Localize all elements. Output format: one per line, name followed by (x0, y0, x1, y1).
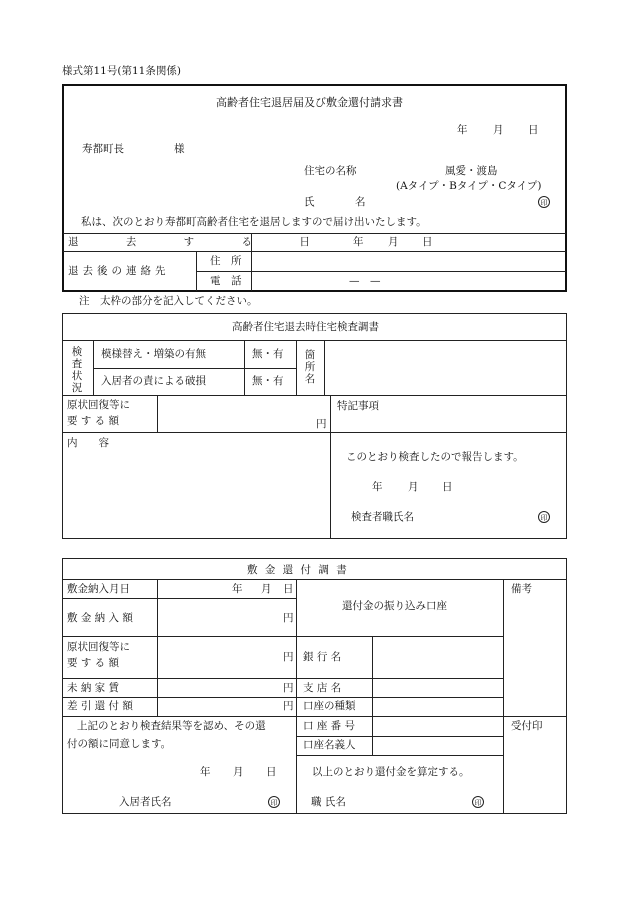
branch-label: 支 店 名 (303, 682, 342, 694)
housing-name-value: 風愛・渡島 (445, 165, 498, 177)
agreement-year: 年 (200, 766, 211, 778)
section2-frame (62, 313, 567, 539)
s3-line-a (62, 579, 567, 580)
account-type-label: 口座の種類 (303, 700, 356, 712)
account-holder-label: 口座名義人 (303, 739, 356, 751)
s2-yen: 円 (316, 418, 327, 430)
inspector-seal-icon: 印 (538, 511, 550, 523)
deposit-date-label: 敷金納入月日 (67, 583, 130, 595)
s3-restoration-label-1: 原状回復等に (67, 641, 130, 653)
addressee-honorific: 様 (174, 143, 185, 155)
s2-vline-c (296, 340, 297, 395)
inspection-item-1-choice: 無・有 (252, 348, 284, 360)
s2-vline-a (93, 340, 94, 395)
report-statement: このとおり検査したので報告します。 (346, 451, 524, 463)
s3-vline-b (296, 579, 297, 814)
unpaid-rent-yen: 円 (283, 682, 294, 694)
moveout-year: 年 (353, 236, 364, 248)
report-day: 日 (442, 481, 453, 493)
section2-title: 高齢者住宅退去時住宅検査調書 (232, 321, 379, 333)
s1-date-day: 日 (528, 124, 539, 136)
s1-line-a (63, 233, 566, 234)
special-notes-label: 特記事項 (337, 400, 379, 412)
agreement-day: 日 (266, 766, 277, 778)
s2-vline-f (330, 395, 331, 539)
inspection-item-2: 入居者の責による破損 (101, 375, 206, 387)
s3-line-h (296, 755, 503, 756)
location-label: 箇所名 (304, 349, 316, 385)
moveout-month: 月 (388, 236, 399, 248)
report-month: 月 (408, 481, 419, 493)
s3-line-c (62, 636, 503, 637)
s3-line-e (62, 697, 503, 698)
note: 注 太枠の部分を記入してください。 (79, 295, 258, 307)
moveout-day: 日 (422, 236, 433, 248)
inspection-item-2-choice: 無・有 (252, 375, 284, 387)
official-seal-icon: 印 (472, 796, 484, 808)
s2-vline-e (157, 395, 158, 432)
s2-line-b (93, 368, 296, 369)
name-label-2: 名 (355, 196, 366, 208)
s3-line-d (62, 678, 503, 679)
refund-amount-label: 差 引 還 付 額 (67, 700, 133, 712)
s2-vline-b (244, 340, 245, 395)
inspection-status-label: 検査状況 (71, 346, 83, 394)
moveout-label: 退 去 す る 日 (68, 236, 332, 248)
deposit-day: 日 (283, 583, 294, 595)
s3-vline-a (157, 579, 158, 716)
section1-title: 高齢者住宅退居届及び敷金還付請求書 (216, 96, 403, 109)
contents-label: 内 容 (67, 437, 109, 449)
resident-name-label: 入居者氏名 (119, 796, 172, 808)
section3-title: 敷 金 還 付 調 書 (247, 564, 349, 576)
deposit-year: 年 (232, 583, 243, 595)
official-name-label: 職 氏名 (311, 796, 346, 808)
form-number: 様式第11号(第11条関係) (62, 65, 181, 77)
s3-restoration-label-2: 要 す る 額 (67, 657, 120, 669)
receipt-seal-label: 受付印 (511, 720, 543, 732)
s2-line-a (62, 340, 567, 341)
s3-vline-d (503, 579, 504, 814)
s2-restoration-label-1: 原状回復等に (67, 399, 130, 411)
s2-line-c (62, 395, 567, 396)
s3-vline-c (372, 636, 373, 755)
agreement-text-2: 付の額に同意します。 (67, 738, 172, 750)
refund-amount-yen: 円 (283, 700, 294, 712)
inspector-label: 検査者職氏名 (351, 511, 414, 523)
statement: 私は、次のとおり寿都町高齢者住宅を退居しますので届け出いたします。 (81, 216, 427, 228)
applicant-seal-icon: 印 (538, 196, 550, 208)
s3-restoration-yen: 円 (283, 651, 294, 663)
s1-line-b (63, 251, 566, 252)
s1-date-month: 月 (493, 124, 504, 136)
inspection-item-1: 模様替え・増築の有無 (101, 348, 206, 360)
bank-label: 銀 行 名 (303, 651, 342, 663)
name-label-1: 氏 (304, 196, 315, 208)
housing-types: (Aタイプ・Bタイプ・Cタイプ) (396, 180, 542, 192)
address-label: 住 所 (210, 255, 242, 267)
unpaid-rent-label: 未 納 家 賃 (67, 682, 120, 694)
housing-name-label: 住宅の名称 (304, 165, 357, 177)
deposit-amount-yen: 円 (283, 612, 294, 624)
addressee: 寿都町長 (82, 143, 124, 155)
resident-seal-icon: 印 (268, 796, 280, 808)
agreement-month: 月 (233, 766, 244, 778)
phone-label: 電 話 (210, 275, 242, 287)
s3-line-f (62, 716, 567, 717)
s3-line-b (62, 598, 296, 599)
agreement-text-1: 上記のとおり検査結果等を認め、その還 (77, 720, 266, 732)
s3-line-g (296, 736, 503, 737)
phone-format: — — (349, 275, 381, 287)
account-number-label: 口 座 番 号 (303, 720, 356, 732)
deposit-month: 月 (261, 583, 272, 595)
s1-vline-b (196, 251, 197, 291)
s2-vline-d (324, 340, 325, 395)
s1-date-year: 年 (457, 124, 468, 136)
report-year: 年 (372, 481, 383, 493)
deposit-amount-label: 敷 金 納 入 額 (67, 612, 133, 624)
s2-restoration-label-2: 要 す る 額 (67, 415, 120, 427)
contact-label: 退去後の連絡先 (68, 265, 170, 277)
refund-account-label: 還付金の振り込み口座 (342, 600, 447, 612)
calc-statement: 以上のとおり還付金を算定する。 (312, 766, 470, 778)
remarks-label: 備考 (511, 583, 532, 595)
s2-line-d (62, 432, 567, 433)
